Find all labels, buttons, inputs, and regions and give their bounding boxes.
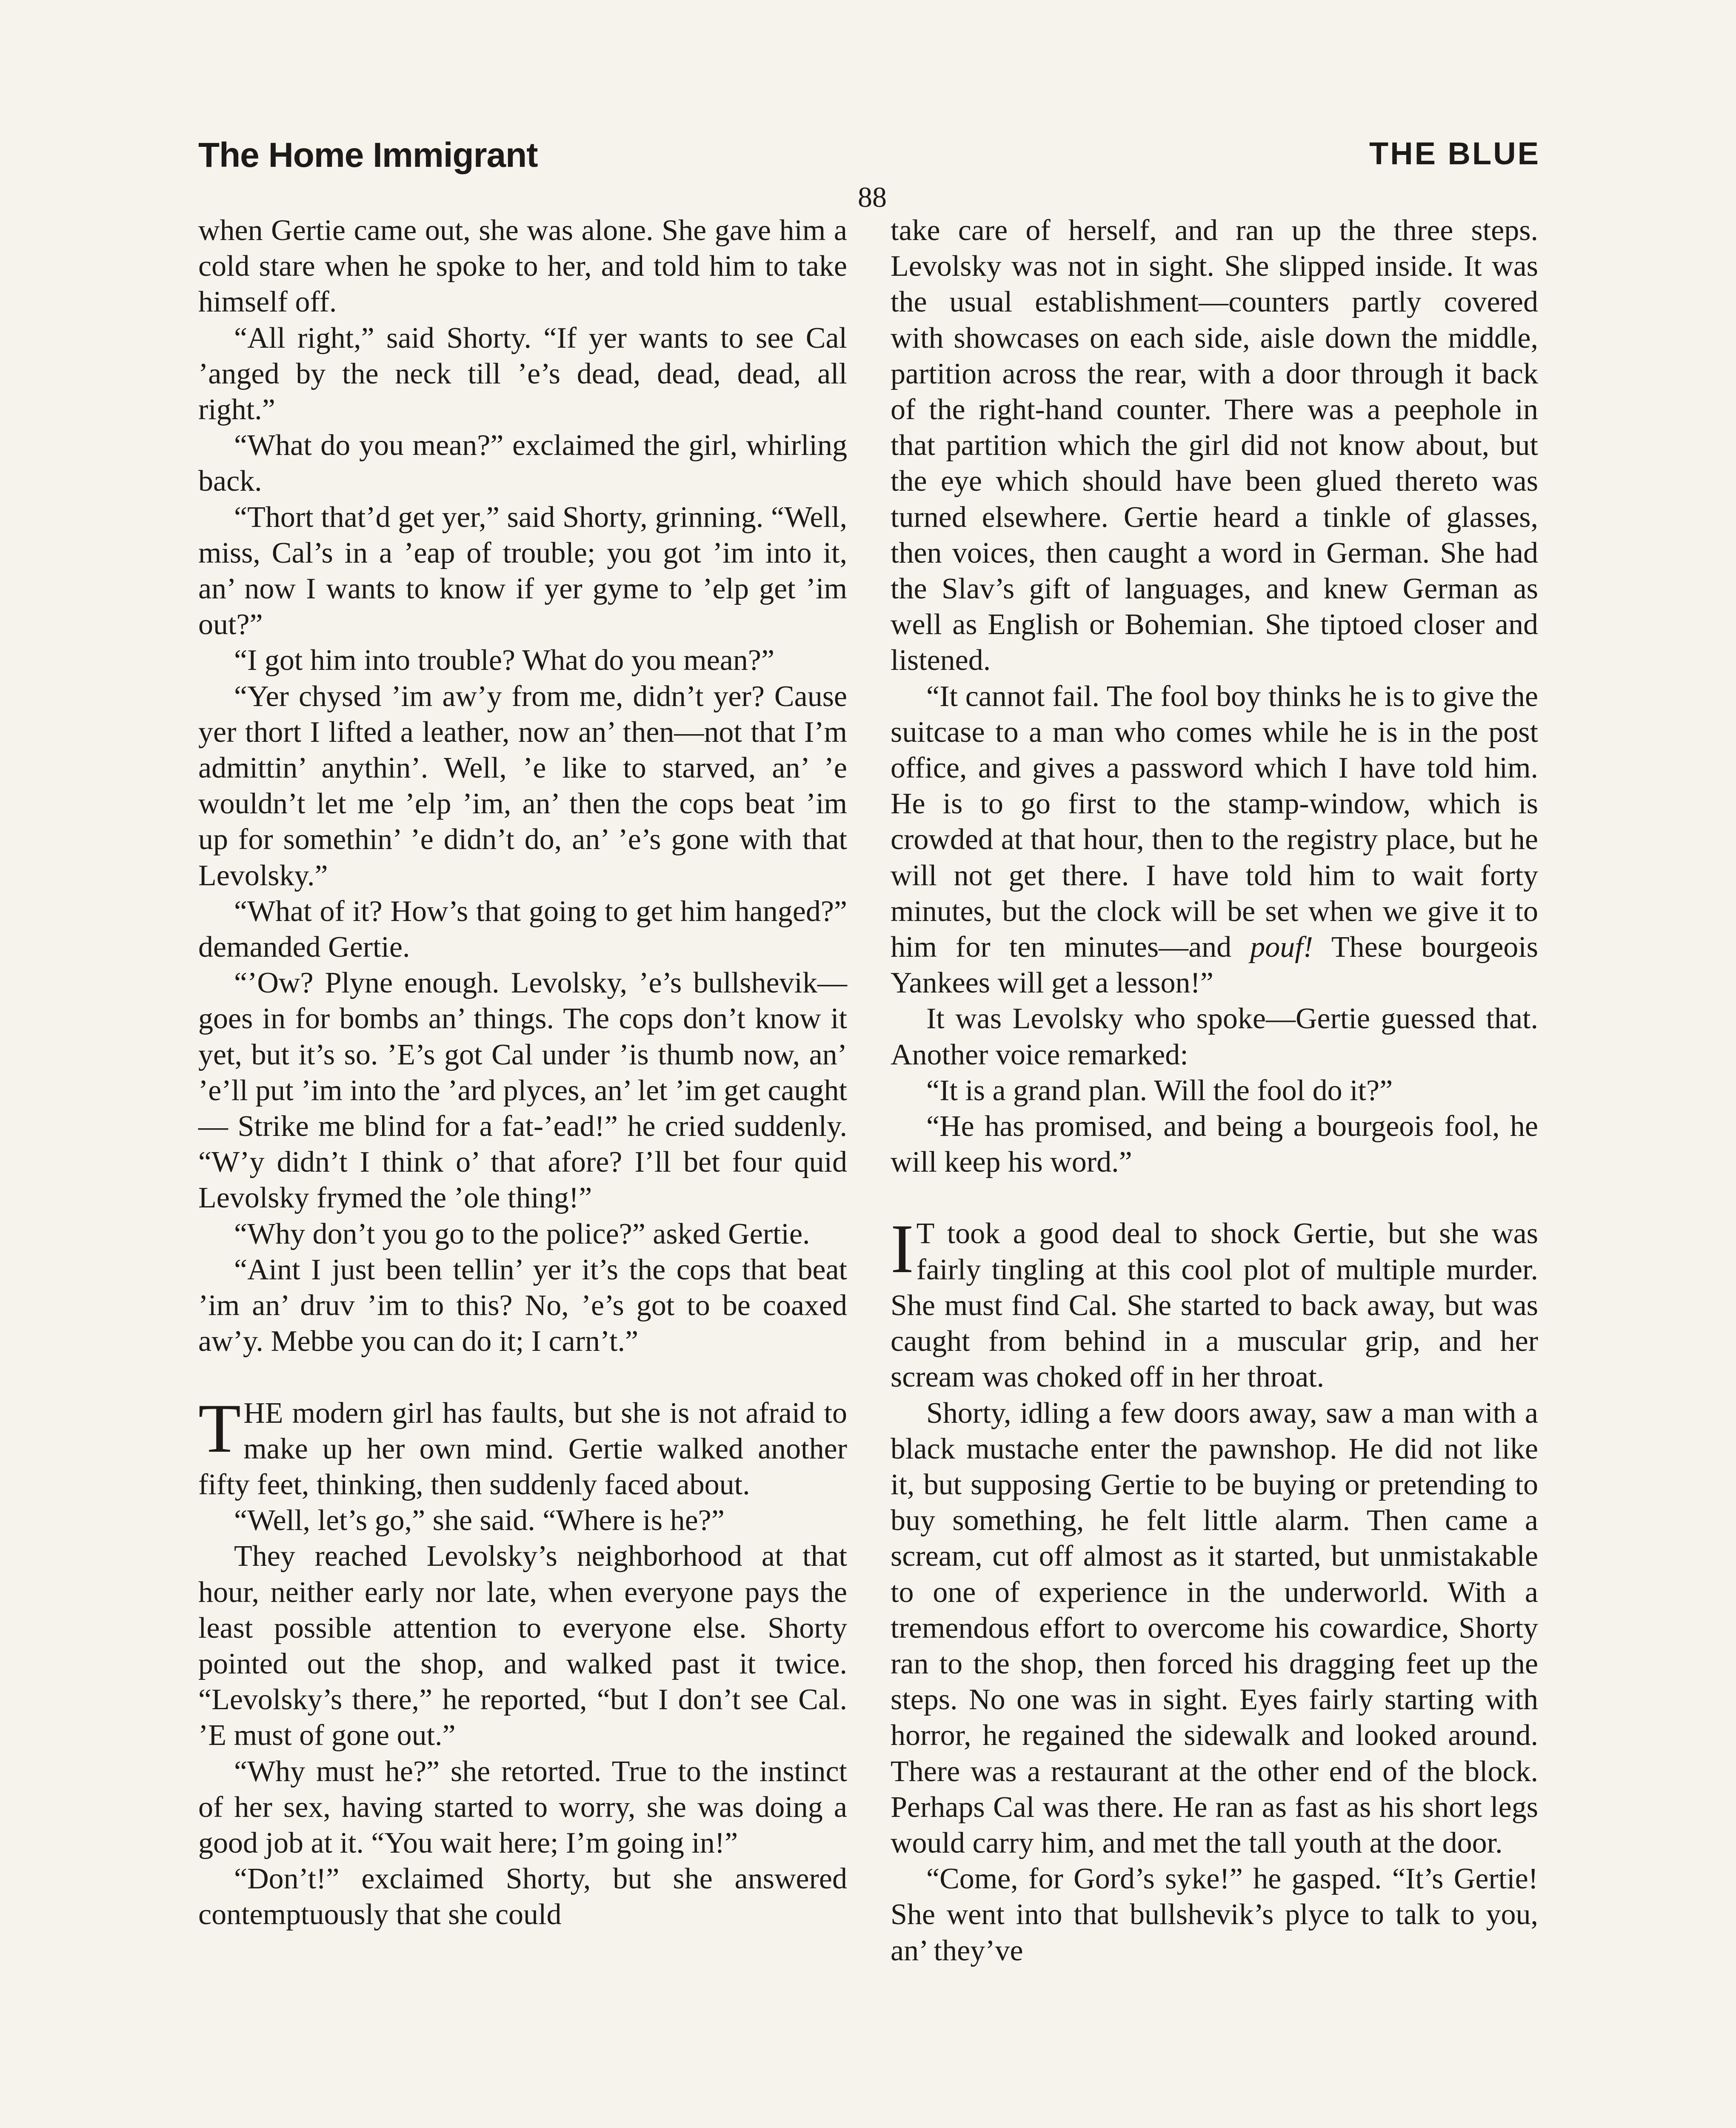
running-head-title: The Home Immigrant — [198, 136, 538, 174]
paragraph-text: “It cannot fail. The fool boy thinks he is to give the suitcase to a man who comes while he is in the post office, and gives a password which I have told him. He is to go first to the stamp-window, which is crowded at that hour, then to the registry place, but he will not get there. I have told him to wait forty minutes, but the clock will be set when we give it to him for ten minutes—and — [891, 680, 1538, 964]
paragraph: “Well, let’s go,” she said. “Where is he?” — [234, 1504, 725, 1537]
drop-cap: I — [891, 1210, 914, 1288]
paragraph: Shorty, idling a few doors away, saw a man with a black mustache enter the pawnshop. He did not like it, but supposing Gertie to be buying or pretending to buy something, he felt little alarm. Then came a scream, cut off almost as it started, but unmistakable to one of experience in the underworld. With a tremendous effort to overcome his cowardice, Shorty ran to the shop, then forced his dragging feet up the steps. No one was in sight. Eyes fairly starting with horror, he regained the sidewalk and looked around. There was a restaurant at the other end of the block. Perhaps Cal was there. He ran as fast as his short legs would carry him, and met the tall youth at the door. — [891, 1396, 1538, 1859]
page-number: 88 — [858, 181, 887, 213]
paragraph: “What do you mean?” exclaimed the girl, whirling back. — [198, 429, 847, 498]
paragraph: “Aint I just been tellin’ yer it’s the cops that beat ’im an’ druv ’im to this? No, ’e’s got to be coaxed aw’y. Mebbe you can do it; I carn’t.” — [198, 1253, 847, 1358]
right-column — [891, 213, 1538, 1969]
left-column — [198, 213, 847, 1933]
paragraph — [891, 679, 1538, 1001]
paragraph-text: These bourgeois Yankees will get a lesson!” — [891, 931, 1538, 1000]
paragraph: when Gertie came out, she was alone. She gave him a cold stare when he spoke to her, and told him to take himself off. — [198, 214, 847, 319]
paragraph: They reached Levolsky’s neighborhood at that hour, neither early nor late, when everyone pays the least possible attention to everyone else. Shorty pointed out the shop, and walked past it twice. “Levolsky’s there,” he reported, “but I don’t see Cal. ’E must of gone out.” — [198, 1540, 847, 1752]
paragraph: “What of it? How’s that going to get him hanged?” demanded Gertie. — [198, 895, 847, 964]
italic-word: pouf! — [1250, 931, 1313, 964]
paragraph: “Why must he?” she retorted. True to the instinct of her sex, having started to worry, she was doing a good job at it. “You wait here; I’m going in!” — [198, 1755, 847, 1859]
paragraph: “Come, for Gord’s syke!” he gasped. “It’s Gertie! She went into that bullshevik’s plyce to talk to you, an’ they’ve — [891, 1862, 1538, 1967]
running-head-magazine: THE BLUE — [1369, 136, 1540, 171]
paragraph: “Why don’t you go to the police?” asked Gertie. — [234, 1217, 810, 1250]
paragraph: “All right,” said Shorty. “If yer wants to see Cal ’anged by the neck till ’e’s dead, dead, dead, all right.” — [198, 321, 847, 426]
paragraph: “Yer chysed ’im aw’y from me, didn’t yer? Cause yer thort I lifted a leather, now an’ then—not that I’m admittin’ anythin’. Well, ’e like to starved, an’ ’e wouldn’t let me ’elp ’im, an’ then the cops beat ’im up for somethin’ ’e didn’t do, an’ ’e’s gone with that Levolsky.” — [198, 680, 847, 892]
paragraph: “’Ow? Plyne enough. Levolsky, ’e’s bullshevik—goes in for bombs an’ things. The cops don’t know it yet, but it’s so. ’E’s got Cal under ’is thumb now, an’ ’e’ll put ’im into the ’ard plyces, an’ let ’im get caught— Strike me blind for a fat-’ead!” he cried suddenly. “W’y didn’t I think o’ that afore? I’ll bet four quid Levolsky frymed the ’ole thing!” — [198, 967, 847, 1215]
section-paragraph-text: HE modern girl has faults, but she is not afraid to make up her own mind. Gertie walked another fifty feet, thinking, then suddenly faced about. — [198, 1396, 847, 1501]
drop-cap: T — [198, 1390, 241, 1467]
section-paragraph — [891, 1210, 1538, 1395]
section-paragraph — [198, 1390, 847, 1503]
paragraph: “Don’t!” exclaimed Shorty, but she answered contemptuously that she could — [198, 1862, 847, 1931]
paragraph: It was Levolsky who spoke—Gertie guessed that. Another voice remarked: — [891, 1002, 1538, 1071]
paragraph: “It is a grand plan. Will the fool do it?” — [926, 1074, 1393, 1107]
paragraph: “Thort that’d get yer,” said Shorty, grinning. “Well, miss, Cal’s in a ’eap of trouble; you got ’im into it, an’ now I wants to know if yer gyme to ’elp get ’im out?” — [198, 501, 847, 641]
paragraph: “He has promised, and being a bourgeois fool, he will keep his word.” — [891, 1110, 1538, 1179]
section-paragraph-text: T took a good deal to shock Gertie, but she was fairly tingling at this cool plot of multiple murder. She must find Cal. She started to back away, but was caught from behind in a muscular grip, and her scream was choked off in her throat. — [891, 1217, 1538, 1394]
paragraph: “I got him into trouble? What do you mean?” — [234, 644, 775, 677]
paragraph: take care of herself, and ran up the three steps. Levolsky was not in sight. She slipped inside. It was the usual establishment—counters partly covered with showcases on each side, aisle down the middle, partition across the rear, with a door through it back of the right-hand counter. There was a peephole in that partition which the girl did not know about, but the eye which should have been glued thereto was turned elsewhere. Gertie heard a tinkle of glasses, then voices, then caught a word in German. She had the Slav’s gift of languages, and knew German as well as English or Bohemian. She tiptoed closer and listened. — [891, 214, 1538, 677]
